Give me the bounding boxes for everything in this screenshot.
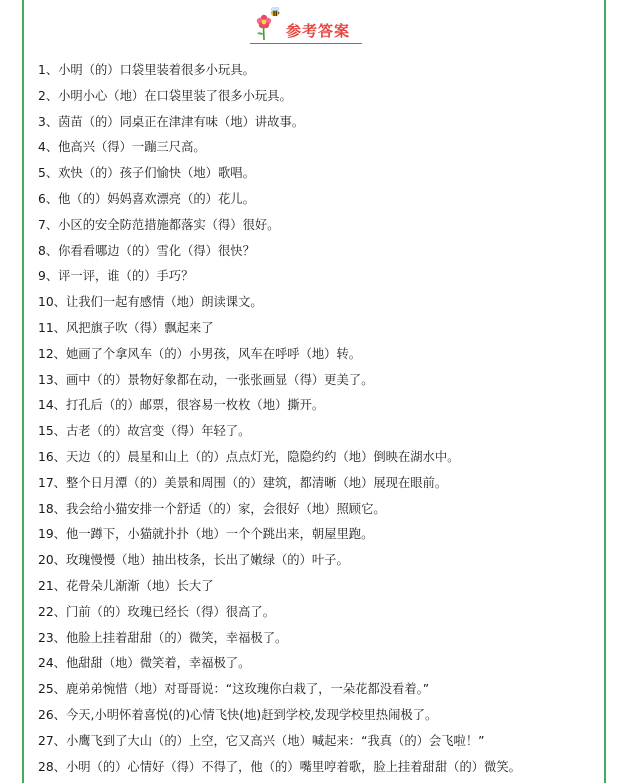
answer-item: 12、她画了个拿风车（的）小男孩，风车在呼呼（地）转。 bbox=[38, 346, 362, 361]
answer-item: 21、花骨朵儿渐渐（地）长大了 bbox=[38, 578, 214, 593]
answer-item: 4、他高兴（得）一蹦三尺高。 bbox=[38, 140, 206, 155]
answer-item: 20、玫瑰慢慢（地）抽出枝条，长出了嫩绿（的）叶子。 bbox=[38, 553, 349, 568]
answer-item: 15、古老（的）故宫变（得）年轻了。 bbox=[38, 424, 251, 439]
answer-item: 17、整个日月潭（的）美景和周围（的）建筑，都清晰（地）展现在眼前。 bbox=[38, 475, 448, 490]
page-title: 参考答案 bbox=[285, 22, 350, 40]
answer-item: 11、风把旗子吹（得）飘起来了 bbox=[38, 320, 214, 335]
answer-item: 25、鹿弟弟惋惜（地）对哥哥说：“这玫瑰你白栽了，一朵花都没看着。” bbox=[38, 682, 430, 697]
answer-item: 6、他（的）妈妈喜欢漂亮（的）花儿。 bbox=[38, 191, 255, 206]
answer-item: 28、小明（的）心情好（得）不得了，他（的）嘴里哼着歌，脸上挂着甜甜（的）微笑。 bbox=[38, 759, 521, 774]
answer-item: 7、小区的安全防范措施都落实（得）很好。 bbox=[38, 217, 280, 232]
answer-page bbox=[22, 0, 606, 783]
page-header bbox=[24, 6, 604, 50]
title-block bbox=[280, 6, 356, 44]
answer-item: 14、打孔后（的）邮票，很容易一枚枚（地）撕开。 bbox=[38, 398, 325, 413]
answer-item: 10、让我们一起有感情（地）朗读课文。 bbox=[38, 295, 263, 310]
answer-item: 16、天边（的）晨星和山上（的）点点灯光，隐隐约约（地）倒映在湖水中。 bbox=[38, 449, 460, 464]
answer-item: 18、我会给小猫安排一个舒适（的）家，会很好（地）照顾它。 bbox=[38, 501, 386, 516]
answer-list bbox=[38, 58, 600, 780]
answer-item: 1、小明（的）口袋里装着很多小玩具。 bbox=[38, 63, 255, 77]
title-underline bbox=[250, 43, 362, 44]
answer-item: 27、小鹰飞到了大山（的）上空，它又高兴（地）喊起来：“我真（的）会飞啦！” bbox=[38, 733, 485, 748]
answer-item: 26、今天,小明怀着喜悦(的)心情飞快(地)赶到学校,发现学校里热闹极了。 bbox=[38, 707, 438, 722]
flower-bee-icon bbox=[252, 6, 282, 42]
answer-item: 23、他脸上挂着甜甜（的）微笑，幸福极了。 bbox=[38, 630, 288, 645]
answer-item: 5、欢快（的）孩子们愉快（地）歌唱。 bbox=[38, 166, 255, 181]
answer-item: 9、评一评，谁（的）手巧？ bbox=[38, 269, 194, 284]
answer-item: 13、画中（的）景物好象都在动，一张张画显（得）更美了。 bbox=[38, 372, 374, 387]
answer-item: 2、小明小心（地）在口袋里装了很多小玩具。 bbox=[38, 88, 292, 103]
answer-item: 8、你看看哪边（的）雪化（得）很快？ bbox=[38, 243, 255, 258]
answer-item: 3、茵苗（的）同桌正在津津有味（地）讲故事。 bbox=[38, 114, 305, 129]
answer-item: 19、他一蹲下，小猫就扑扑（地）一个个跳出来，朝屋里跑。 bbox=[38, 527, 374, 542]
answer-item: 24、他甜甜（地）微笑着，幸福极了。 bbox=[38, 656, 251, 671]
answer-item: 22、门前（的）玫瑰已经长（得）很高了。 bbox=[38, 604, 275, 619]
